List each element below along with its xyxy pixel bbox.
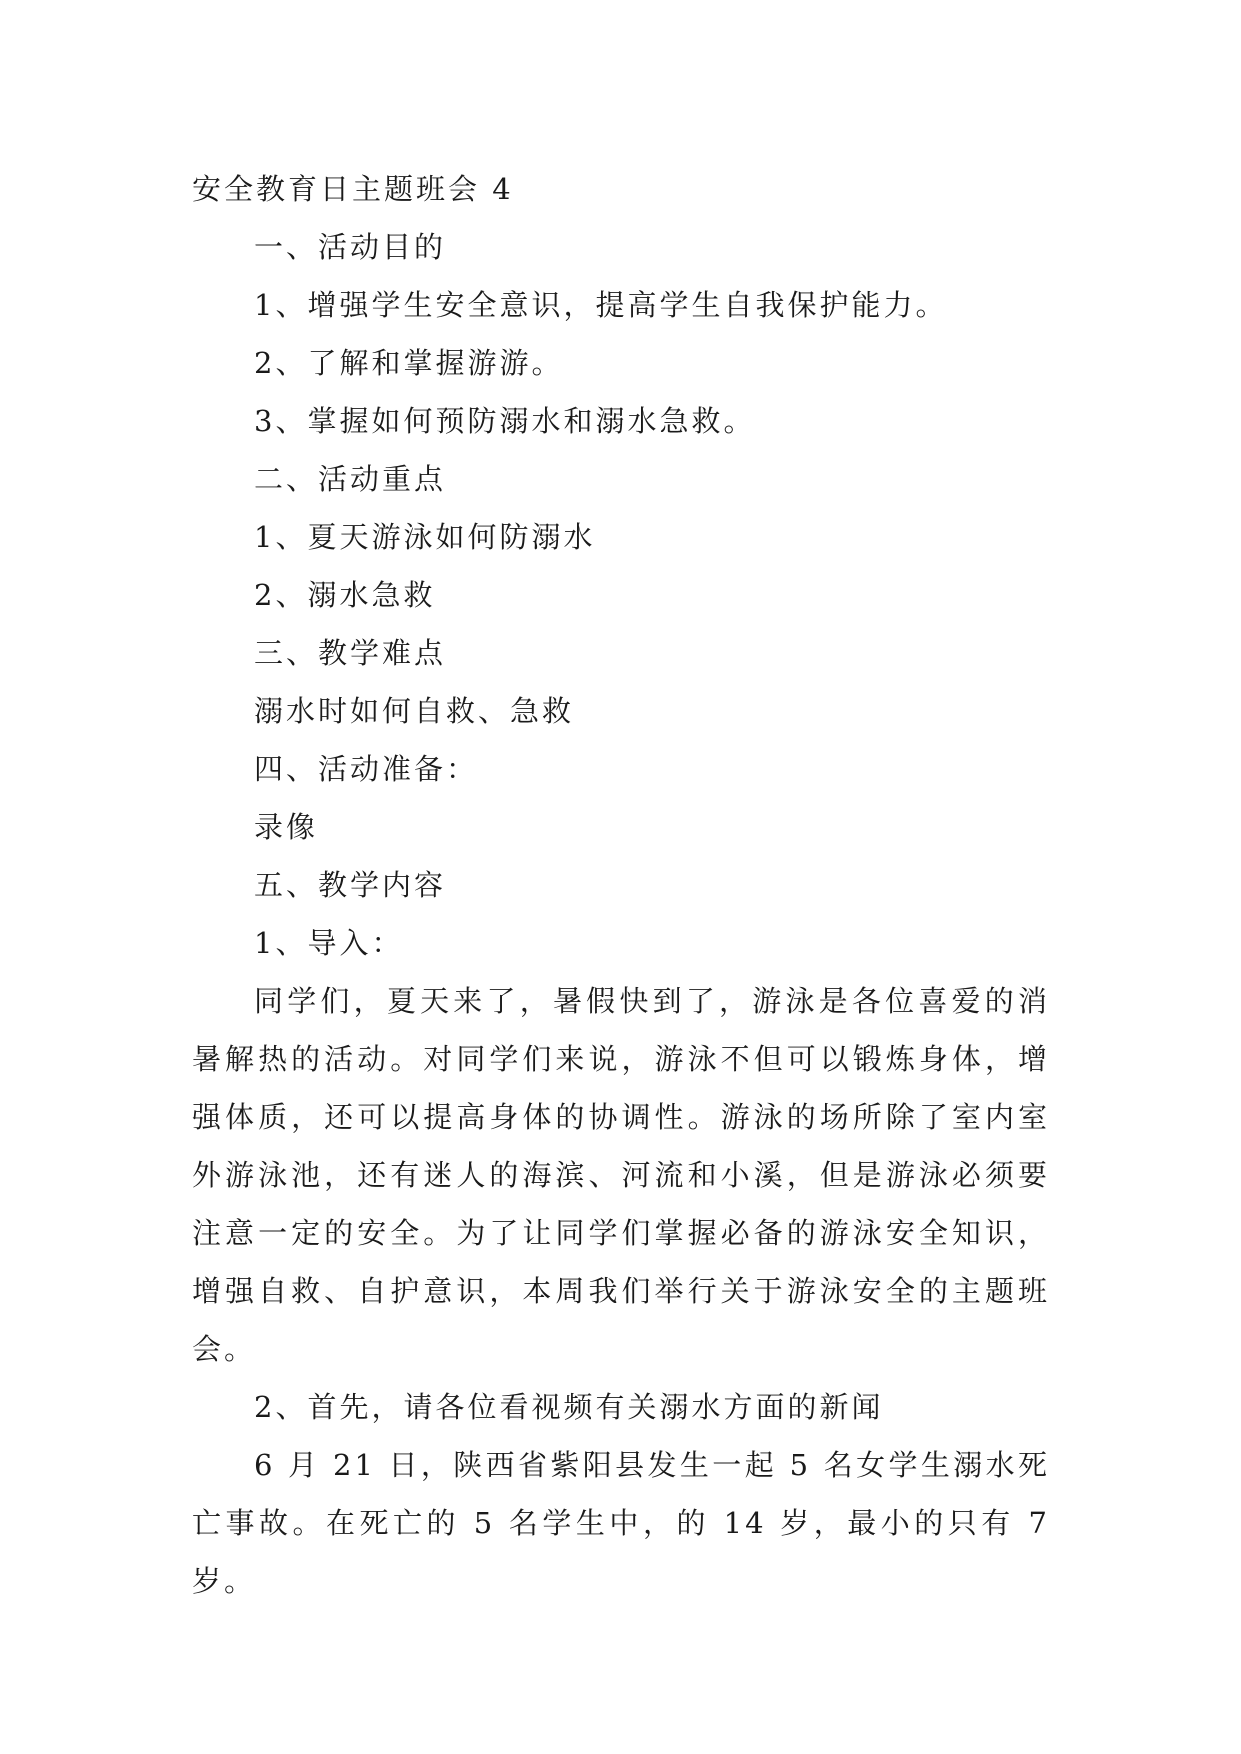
section-heading-key-points: 二、活动重点: [254, 462, 447, 496]
section-heading-content: 五、教学内容: [254, 868, 447, 902]
list-item: 3、掌握如何预防溺水和溺水急救。: [254, 404, 756, 438]
list-item: 2、首先，请各位看视频有关溺水方面的新闻: [254, 1390, 884, 1424]
document-page: [192, 160, 1050, 1610]
intro-paragraph: 同学们，夏天来了，暑假快到了，游泳是各位喜爱的消暑解热的活动。对同学们来说，游泳不但可以锻炼身体，增强体质，还可以提高身体的协调性。游泳的场所除了室内室外游泳池，还有迷人的海滨、河流和小溪，但是游泳必须要注意一定的安全。为了让同学们掌握必备的游泳安全知识，增强自救、自护意识，本周我们举行关于游泳安全的主题班会。: [192, 984, 1050, 1366]
list-item: 2、溺水急救: [254, 578, 436, 612]
list-item: 1、导入：: [254, 926, 404, 960]
list-item: 溺水时如何自救、急救: [254, 694, 575, 728]
section-heading-objectives: 一、活动目的: [254, 230, 447, 264]
section-heading-preparation: 四、活动准备：: [254, 752, 479, 786]
list-item: 录像: [254, 810, 319, 844]
section-heading-difficulties: 三、教学难点: [254, 636, 447, 670]
list-item: 2、了解和掌握游游。: [254, 346, 564, 380]
list-item: 1、夏天游泳如何防溺水: [254, 520, 596, 554]
list-item: 1、增强学生安全意识，提高学生自我保护能力。: [254, 288, 948, 322]
news-paragraph: 6 月 21 日，陕西省紫阳县发生一起 5 名女学生溺水死亡事故。在死亡的 5 名学生中，的 14 岁，最小的只有 7 岁。: [192, 1448, 1050, 1598]
document-title: 安全教育日主题班会 4: [192, 172, 514, 206]
